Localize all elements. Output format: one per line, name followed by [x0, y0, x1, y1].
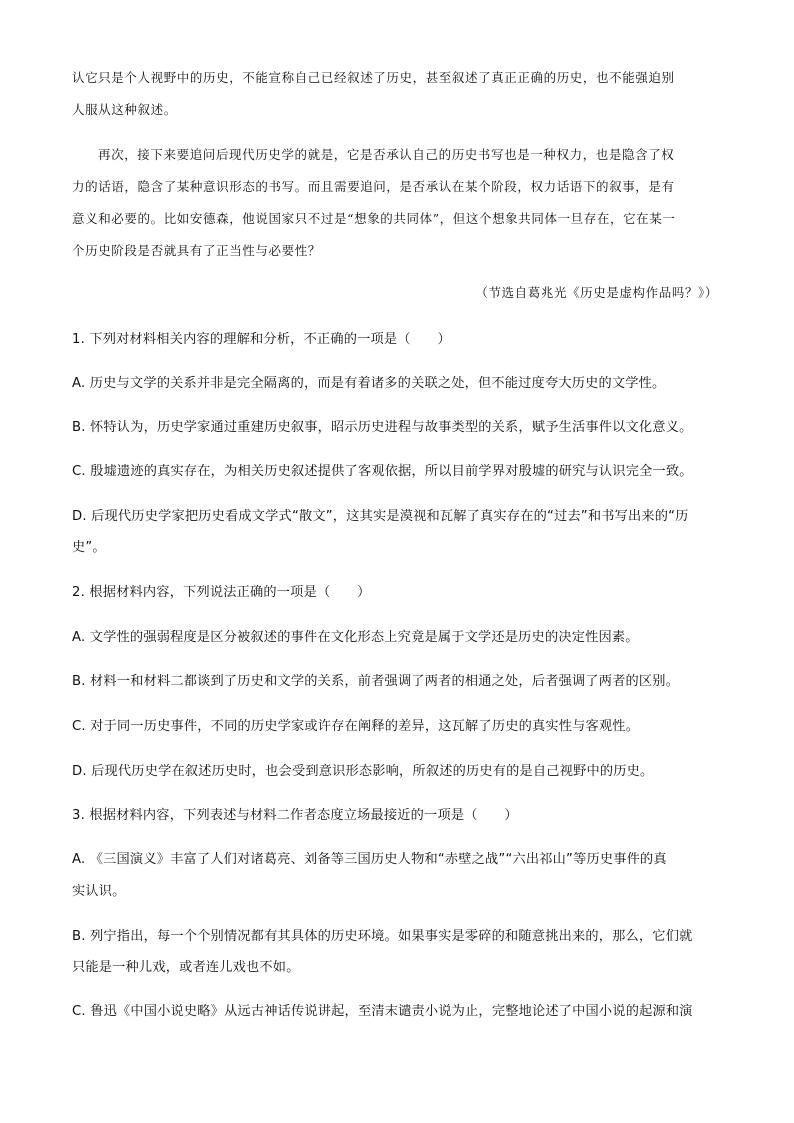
passage-line: 个历史阶段是否就具有了正当性与必要性？: [72, 243, 321, 258]
option-b: B. 材料一和材料二都谈到了历史和文学的关系，前者强调了两者的相通之处，后者强调了两者的区别。: [72, 674, 680, 689]
question-stem: 3. 根据材料内容，下列表述与材料二作者态度立场最接近的一项是（ ）: [72, 808, 518, 823]
option-d-continued: 史”。: [72, 540, 106, 555]
option-b: B. 怀特认为，历史学家通过重建历史叙事，昭示历史进程与故事类型的关系，赋予生活事件以文化意义。: [72, 420, 693, 435]
question-stem: 1. 下列对材料相关内容的理解和分析，不正确的一项是（ ）: [72, 332, 451, 347]
passage-source: （节选自葛兆光《历史是虚构作品吗？》）: [475, 285, 718, 300]
option-d: D. 后现代历史学在叙述历史时，也会受到意识形态影响，所叙述的历史有的是自己视野中的历史。: [72, 764, 654, 779]
option-b-continued: 只能是一种儿戏，或者连儿戏也不如。: [72, 960, 300, 975]
passage-line: 认它只是个人视野中的历史，不能宣称自己已经叙述了历史，甚至叙述了真正正确的历史，也不能强迫别: [72, 70, 675, 85]
option-a: A. 文学性的强弱程度是区分被叙述的事件在文化形态上究竟是属于文学还是历史的决定性因素。: [72, 630, 639, 645]
option-a-continued: 实认识。: [72, 884, 126, 899]
option-c: C. 殷墟遗迹的真实存在，为相关历史叙述提供了客观依据，所以目前学界对殷墟的研究与认识完全一致。: [72, 464, 693, 479]
option-a: A. 《三国演义》丰富了人们对诸葛亮、刘备等三国历史人物和“赤壁之战”“六出祁山”等历史事件的真: [72, 852, 667, 867]
passage-line: 意义和必要的。比如安德森，他说国家只不过是“想象的共同体”，但这个想象共同体一旦存在，它在某一: [72, 211, 676, 226]
passage-line: 人服从这种叙述。: [72, 102, 177, 117]
passage-line: 再次，接下来要追问后现代历史学的就是，它是否承认自己的历史书写也是一种权力，也是隐含了权: [98, 147, 675, 162]
option-b: B. 列宁指出，每一个个别情况都有其具体的历史环境。如果事实是零碎的和随意挑出来的，那么，它们就: [72, 929, 693, 944]
option-d: D. 后现代历史学家把历史看成文学式“散文”，这其实是漠视和瓦解了真实存在的“过去”和书写出来的“历: [72, 509, 689, 524]
passage-line: 力的话语，隐含了某种意识形态的书写。而且需要追问，是否承认在某个阶段，权力话语下的叙事，是有: [72, 179, 675, 194]
option-a: A. 历史与文学的关系并非是完全隔离的，而是有着诸多的关联之处，但不能过度夸大历史的文学性。: [72, 376, 666, 391]
question-stem: 2. 根据材料内容，下列说法正确的一项是（ ）: [72, 585, 371, 600]
option-c: C. 鲁迅《中国小说史略》从远古神话传说讲起，至清末谴责小说为止，完整地论述了中国小说的起源和演: [72, 1004, 693, 1019]
option-c: C. 对于同一历史事件，不同的历史学家或许存在阐释的差异，这瓦解了历史的真实性与客观性。: [72, 719, 640, 734]
